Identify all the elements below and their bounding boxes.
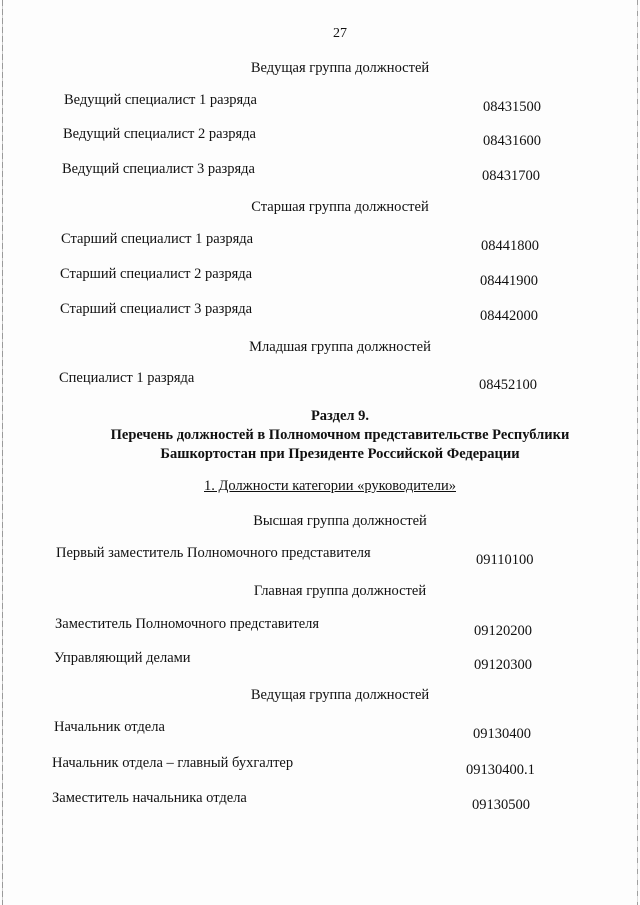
list-item [0,755,640,778]
list-item [0,650,640,673]
position-code: 08431700 [482,168,540,184]
section-title-line1: Перечень должностей в Полномочном представительстве Республики [110,427,570,443]
position-name: Ведущий специалист 1 разряда [64,92,257,108]
list-item [0,616,640,639]
list-item [0,370,640,393]
position-name: Заместитель Полномочного представителя [55,616,320,632]
list-item [0,126,640,149]
list-item [0,545,640,568]
position-code: 08441800 [481,238,539,254]
position-code: 08431500 [483,99,541,115]
position-name: Начальник отдела [54,719,165,735]
group-heading-junior: Младшая группа должностей [249,339,431,355]
position-code: 08452100 [479,377,537,393]
position-code: 09120200 [474,623,532,639]
group-heading-main: Главная группа должностей [253,583,427,599]
list-item [0,266,640,289]
position-code: 08431600 [483,133,541,149]
list-item [0,301,640,324]
list-item [0,92,640,115]
list-item [0,790,640,813]
group-heading-highest: Высшая группа должностей [253,513,427,529]
section-number: Раздел 9. [310,408,370,424]
position-name: Заместитель начальника отдела [52,790,247,806]
position-code: 09110100 [476,552,534,568]
position-name: Старший специалист 2 разряда [60,266,253,282]
page-number: 27 [333,26,347,41]
position-code: 09120300 [474,657,532,673]
position-code: 08441900 [480,273,538,289]
group-heading-leading: Ведущая группа должностей [250,60,430,76]
section-title-line2: Башкортостан при Президенте Российской Федерации [160,446,520,462]
position-name: Старший специалист 1 разряда [61,231,254,247]
position-code: 08442000 [480,308,538,324]
list-item [0,161,640,184]
position-name: Начальник отдела – главный бухгалтер [52,755,294,771]
category-heading: 1. Должности категории «руководители» [204,478,456,494]
group-heading-senior: Старшая группа должностей [251,199,429,215]
group-heading-leading-section: Ведущая группа должностей [250,687,430,703]
list-item [0,719,640,742]
position-name: Ведущий специалист 2 разряда [63,126,256,142]
position-name: Первый заместитель Полномочного представителя [56,545,371,561]
position-code: 09130500 [472,797,530,813]
position-code: 09130400.1 [466,762,535,778]
position-name: Управляющий делами [54,650,191,666]
position-code: 09130400 [473,726,531,742]
position-name: Специалист 1 разряда [59,370,195,386]
position-name: Ведущий специалист 3 разряда [62,161,255,177]
list-item [0,231,640,254]
position-name: Старший специалист 3 разряда [60,301,253,317]
